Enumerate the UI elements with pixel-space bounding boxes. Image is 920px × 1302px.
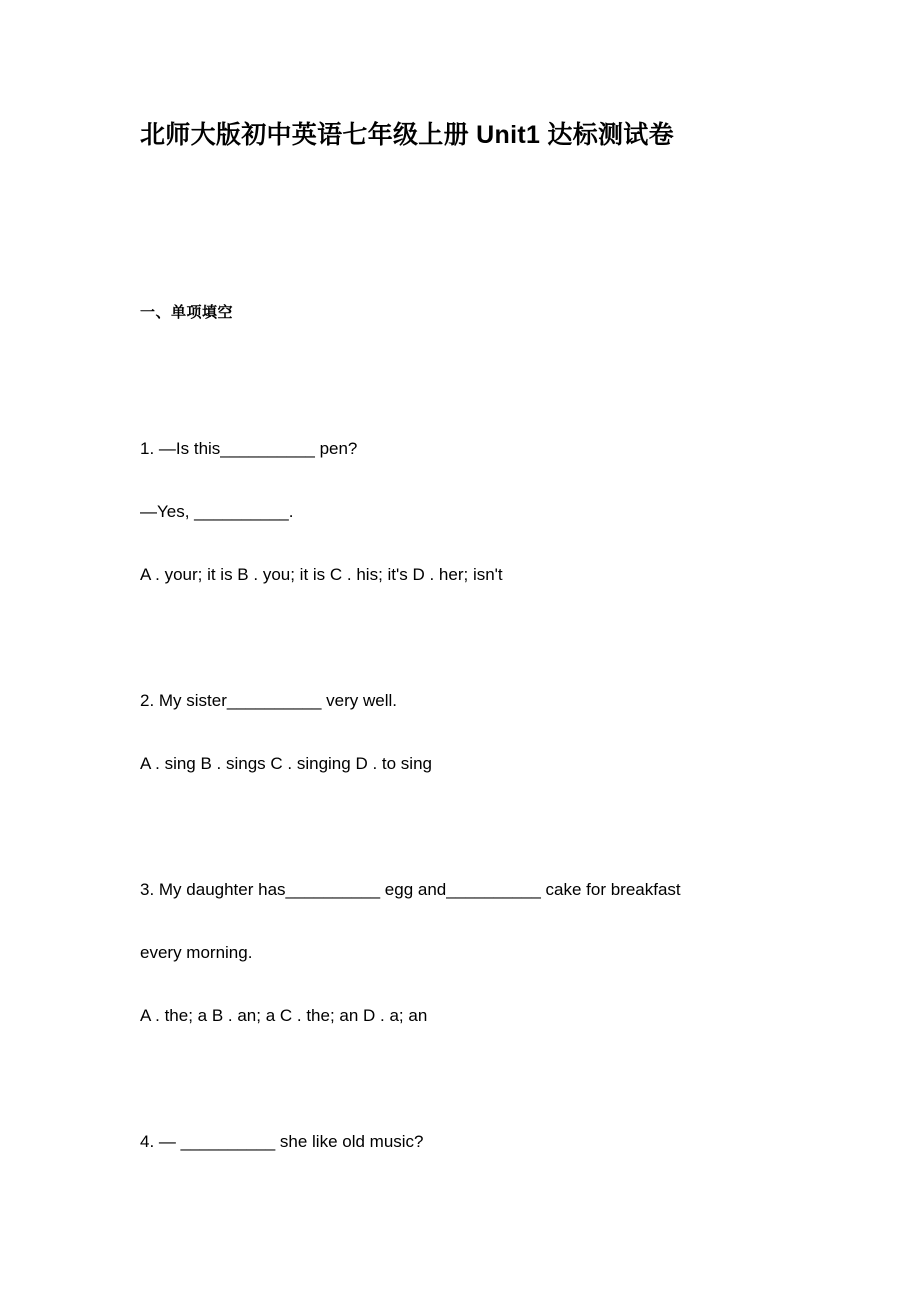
question-options: A . sing B . sings C . singing D . to sing — [140, 754, 432, 773]
question-stem-continued: every morning. — [140, 943, 253, 962]
question-stem: 4. — __________ she like old music? — [140, 1132, 424, 1151]
question-options: A . your; it is B . you; it is C . his; it's D . her; isn't — [140, 565, 503, 584]
question-item — [140, 1047, 780, 1173]
page-title: 北师大版初中英语七年级上册 Unit1 达标测试卷 — [140, 121, 674, 149]
question-stem-continued: —Yes, __________. — [140, 502, 294, 521]
section-heading: 一、单项填空 — [140, 304, 234, 321]
question-stem: 1. —Is this__________ pen? — [140, 439, 358, 458]
question-options: A . the; a B . an; a C . the; an D . a; an — [140, 1006, 428, 1025]
question-item — [140, 606, 780, 795]
question-stem: 2. My sister__________ very well. — [140, 691, 398, 710]
question-item — [140, 324, 780, 606]
question-stem: 3. My daughter has__________ egg and__________ cake for breakfast — [140, 880, 681, 899]
question-item — [140, 795, 780, 1047]
